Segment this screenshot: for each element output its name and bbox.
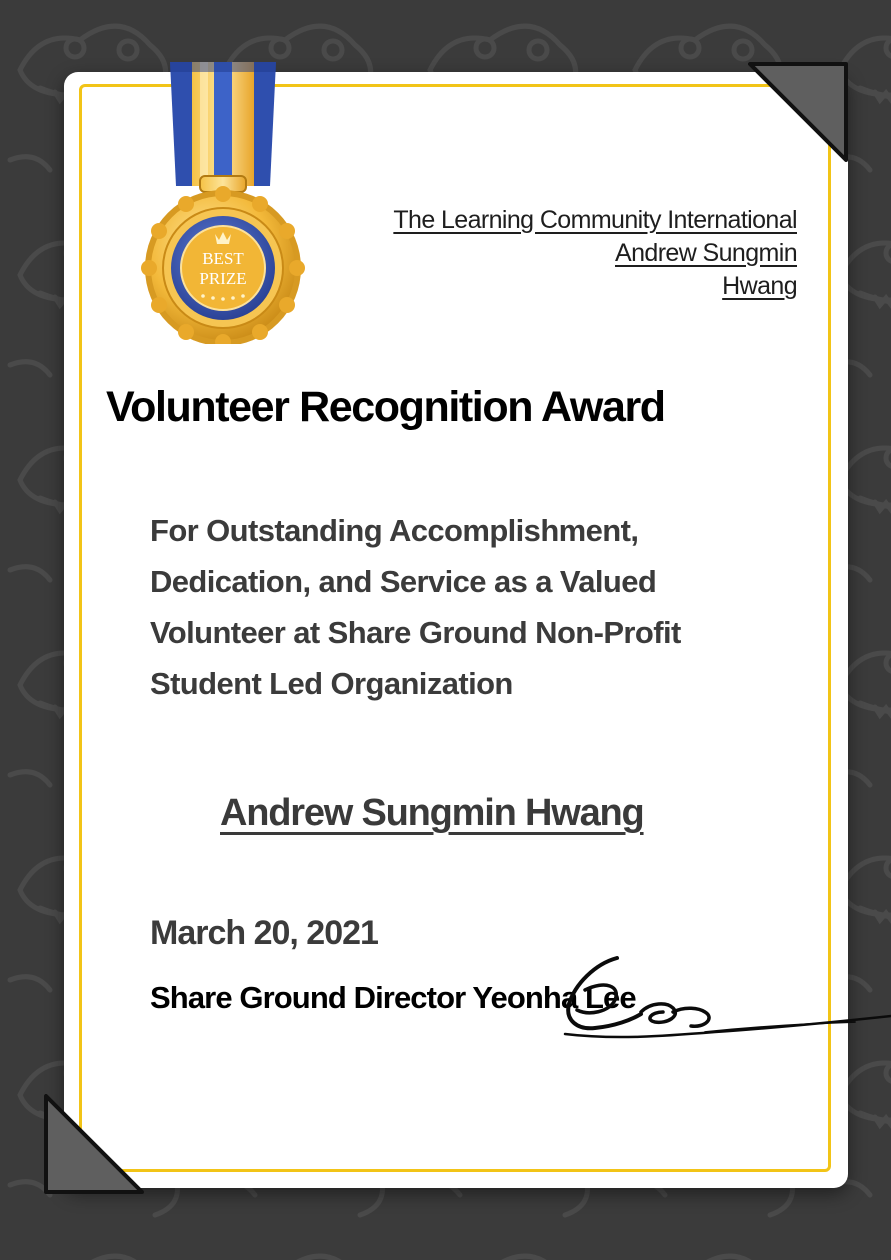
corner-triangle-bottom-left	[44, 1094, 146, 1194]
recipient-name: Andrew Sungmin Hwang	[220, 792, 644, 834]
medal-text-best: BEST	[202, 249, 244, 268]
signature-image	[555, 950, 891, 1045]
director-line: Share Ground Director Yeonha Lee	[150, 980, 636, 1015]
award-date: March 20, 2021	[150, 914, 378, 952]
organization-name-line-3: Hwang	[722, 272, 797, 300]
award-title: Volunteer Recognition Award	[106, 383, 665, 431]
organization-name: The Learning Community International	[393, 206, 797, 234]
organization-name-line-2: Andrew Sungmin	[615, 239, 797, 267]
organization-block	[393, 204, 797, 303]
corner-triangle-top-right	[748, 62, 848, 162]
best-prize-medal-icon	[140, 58, 306, 344]
award-statement: For Outstanding Accomplishment, Dedication, and Service as a Valued Volunteer at Share Ground Non-Profit Student Led Organization	[150, 513, 681, 701]
medal-text-prize: PRIZE	[199, 269, 247, 288]
